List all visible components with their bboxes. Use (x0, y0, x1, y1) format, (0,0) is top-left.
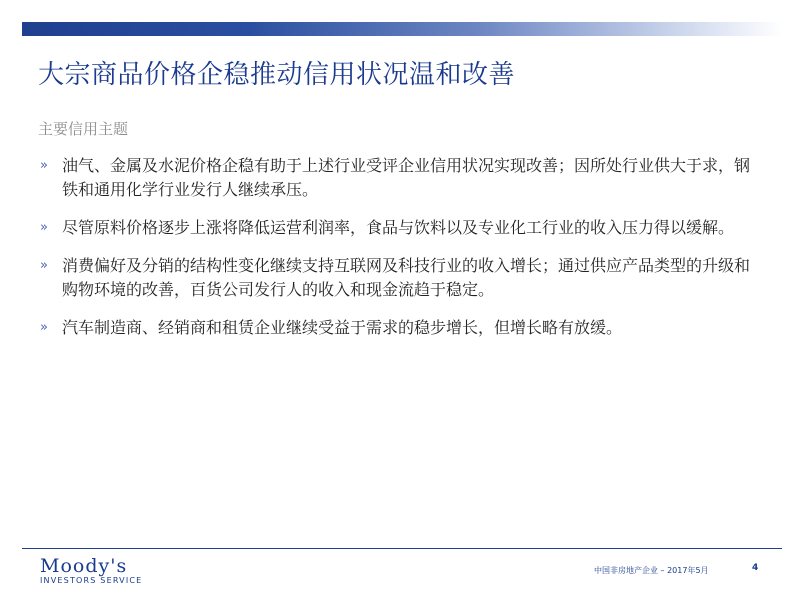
list-item (40, 216, 764, 240)
footer-divider (22, 548, 782, 549)
header-gradient-bar (22, 22, 782, 36)
section-heading: 主要信用主题 (38, 120, 129, 138)
logo-subtitle: INVESTORS SERVICE (40, 576, 143, 585)
chevron-right-icon: » (40, 220, 48, 235)
list-item (40, 254, 764, 302)
bullet-text: 尽管原料价格逐步上涨将降低运营利润率，食品与饮料以及专业化工行业的收入压力得以缓解。 (62, 218, 735, 237)
list-item (40, 316, 764, 340)
report-name: 中国非房地产企业 – 2017年5月 (594, 566, 709, 575)
list-item (40, 154, 764, 202)
moodys-logo (40, 556, 142, 586)
bullet-text: 汽车制造商、经销商和租赁企业继续受益于需求的稳步增长，但增长略有放缓。 (62, 318, 623, 337)
bullet-text: 消费偏好及分销的结构性变化继续支持互联网及科技行业的收入增长；通过供应产品类型的升级和购物环境的改善，百货公司发行人的收入和现金流趋于稳定。 (62, 256, 751, 299)
page-number: 4 (752, 563, 759, 573)
chevron-right-icon: » (40, 158, 48, 173)
chevron-right-icon: » (40, 258, 48, 273)
slide-title: 大宗商品价格企稳推动信用状况温和改善 (38, 60, 516, 90)
logo-wordmark: Moody's (40, 555, 128, 577)
chevron-right-icon: » (40, 320, 48, 335)
bullet-text: 油气、金属及水泥价格企稳有助于上述行业受评企业信用状况实现改善；因所处行业供大于求，钢铁和通用化学行业发行人继续承压。 (62, 156, 751, 199)
bullet-list (40, 154, 764, 354)
